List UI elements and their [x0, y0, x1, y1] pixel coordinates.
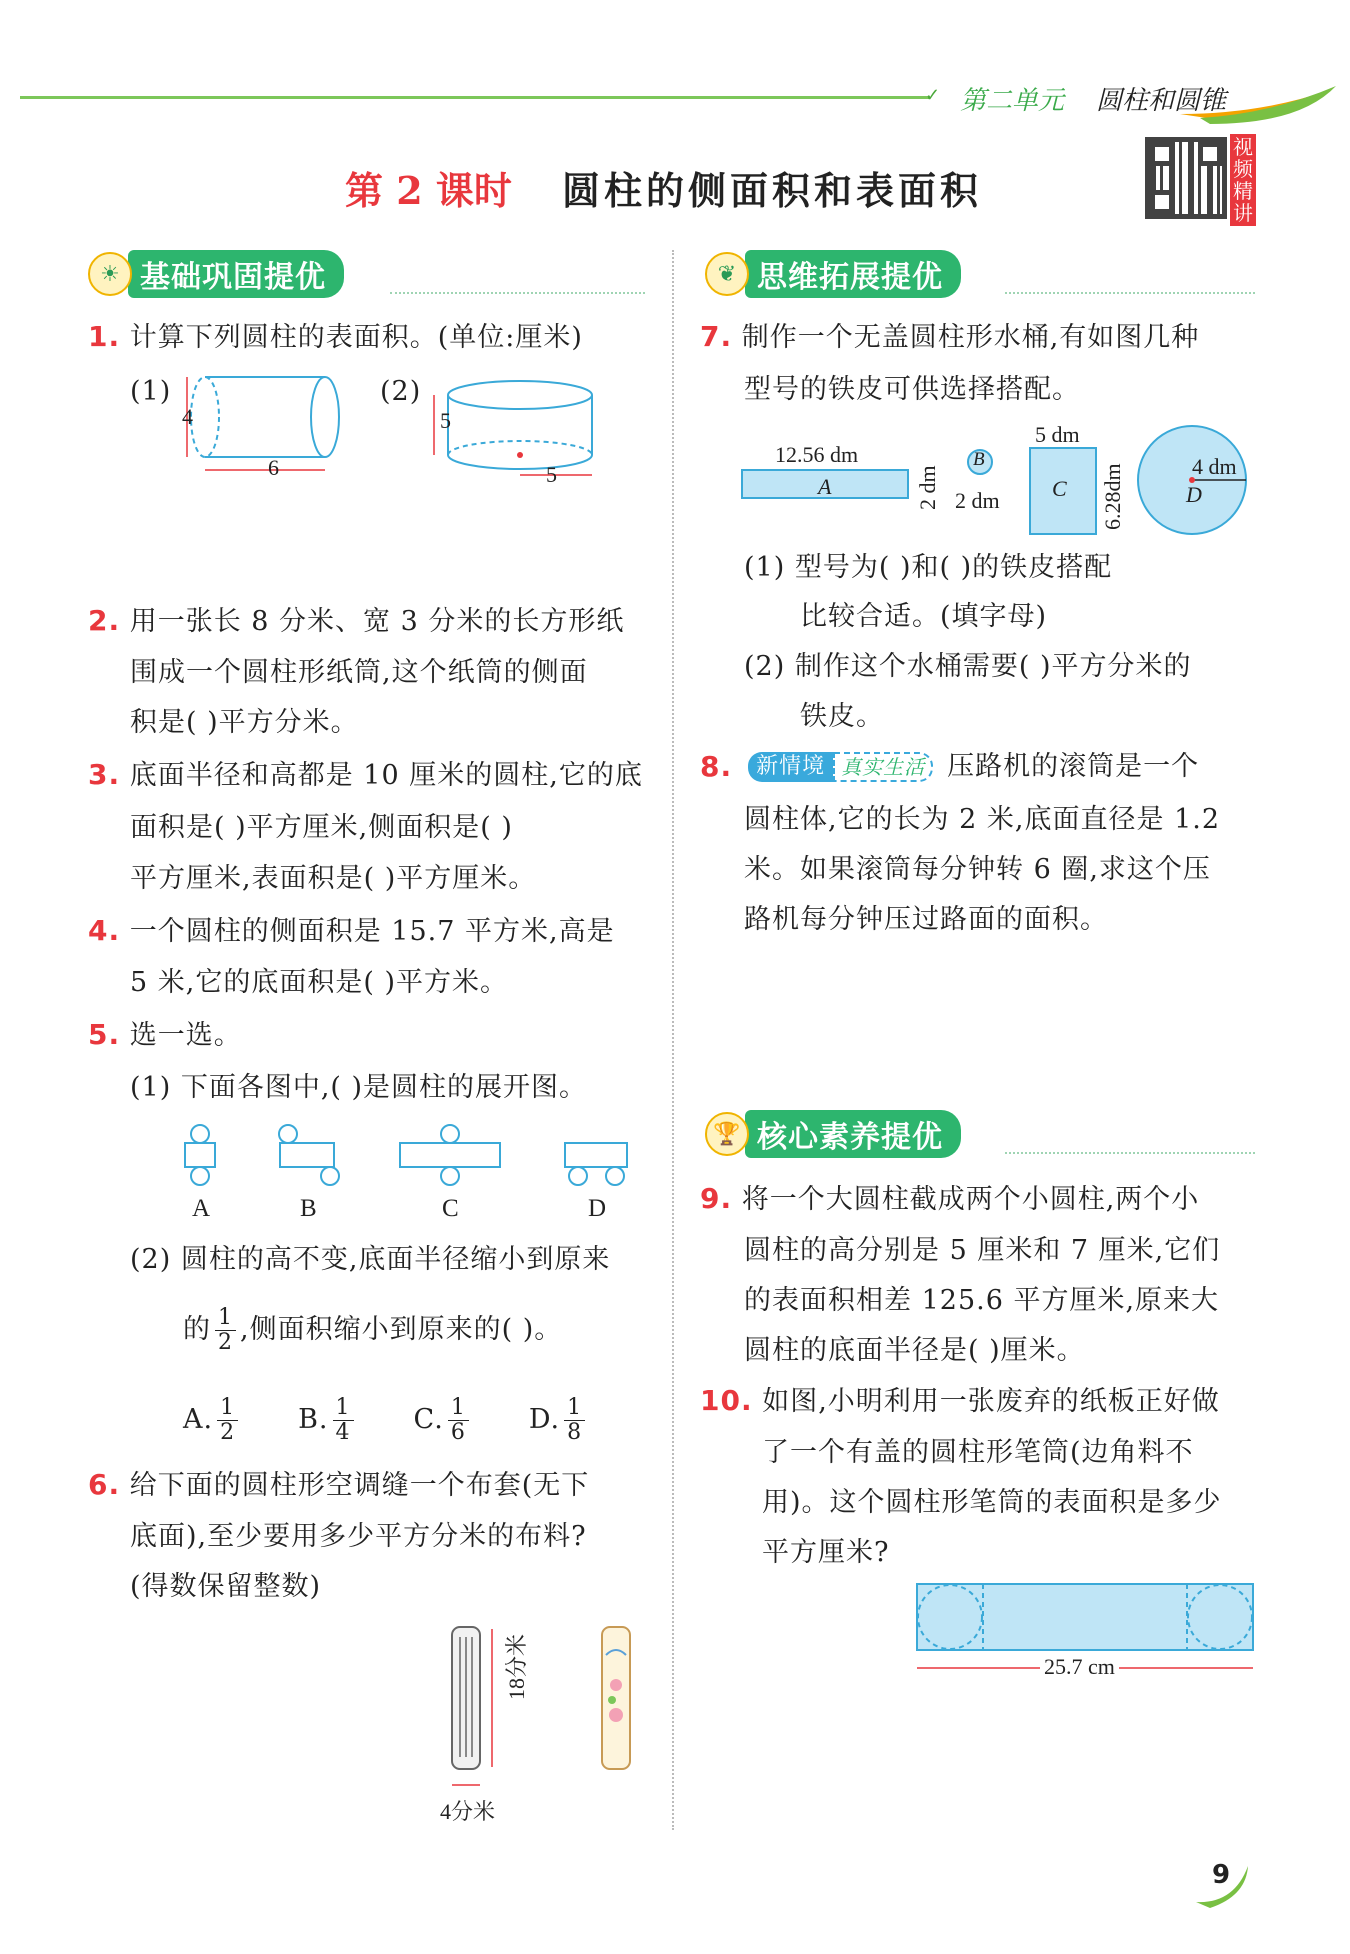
- q1-part1-label: (1): [130, 376, 172, 407]
- q10-line3: 用)。这个圆柱形笔筒的表面积是多少: [762, 1487, 1222, 1518]
- section-rule: [390, 292, 645, 294]
- q5-choices: [183, 1395, 589, 1445]
- sheet-c-width: 5 dm: [1035, 422, 1080, 447]
- header-swoosh: [1180, 84, 1340, 124]
- section-basic: ☀ 基础巩固提优: [88, 250, 344, 298]
- page-number-swoosh: [1190, 1860, 1260, 1910]
- q7: 7. 制作一个无盖圆柱形水桶,有如图几种: [700, 320, 1200, 353]
- q3-line3: 平方厘米,表面积是( )平方厘米。: [130, 863, 537, 894]
- q9: 9. 将一个大圆柱截成两个小圆柱,两个小: [700, 1182, 1200, 1215]
- column-divider: [672, 250, 674, 1830]
- q8-line3: 米。如果滚筒每分钟转 6 圈,求这个压: [744, 854, 1211, 885]
- section-core: 🏆 核心素养提优: [705, 1110, 961, 1158]
- q1: 1. 计算下列圆柱的表面积。(单位:厘米): [88, 320, 583, 353]
- q5-sub2: (2) 圆柱的高不变,底面半径缩小到原来: [130, 1244, 611, 1275]
- q5-nets-figure: [170, 1122, 650, 1192]
- section-rule: [1005, 1152, 1255, 1154]
- q1-c2-height: 5: [440, 408, 451, 433]
- unit-title: 圆柱和圆锥: [1096, 86, 1227, 116]
- header-rule: [20, 96, 930, 99]
- fraction-half: $\frac{1}{2}$: [215, 1306, 236, 1355]
- q2-line3: 积是( )平方分米。: [130, 707, 359, 738]
- sun-icon: ☀: [88, 252, 132, 296]
- lesson-number: 第 2 课时: [345, 168, 512, 213]
- choice-c[interactable]: C. $\frac{1}{6}$: [414, 1395, 473, 1445]
- q3: 3. 底面半径和高都是 10 厘米的圆柱,它的底: [88, 758, 643, 791]
- sheet-b-diameter: 2 dm: [955, 488, 1000, 513]
- q8: 8. 新情境 真实生活 压路机的滚筒是一个: [700, 750, 1200, 783]
- q1-c2-radius: 5: [546, 462, 557, 487]
- q5-sub2-line2: 的 $\frac{1}{2}$ ,侧面积缩小到原来的( )。: [183, 1304, 563, 1355]
- q7-sub1: (1) 型号为( )和( )的铁皮搭配: [744, 552, 1113, 583]
- q9-line2: 圆柱的高分别是 5 厘米和 7 厘米,它们: [744, 1235, 1221, 1266]
- trophy-icon: 🏆: [705, 1112, 749, 1156]
- q5-option-c[interactable]: C: [442, 1195, 459, 1222]
- choice-a[interactable]: A. $\frac{1}{2}$: [183, 1395, 242, 1445]
- q7-sub2: (2) 制作这个水桶需要( )平方分米的: [744, 651, 1192, 682]
- sheet-c-height: 6.28dm: [1100, 463, 1125, 530]
- tag-new-context: 新情境: [748, 752, 833, 782]
- sheet-d-radius: 4 dm: [1192, 454, 1237, 479]
- q7-line2: 型号的铁皮可供选择搭配。: [744, 374, 1080, 405]
- q8-line4: 路机每分钟压过路面的面积。: [744, 904, 1108, 935]
- page-title: 圆柱的侧面积和表面积: [562, 168, 983, 213]
- sheet-a-length: 12.56 dm: [775, 442, 859, 467]
- board-length: 25.7 cm: [1040, 1654, 1119, 1680]
- q10-line4: 平方厘米?: [762, 1537, 890, 1568]
- q4: 4. 一个圆柱的侧面积是 15.7 平方米,高是: [88, 914, 615, 947]
- q5-sub1: (1) 下面各图中,( )是圆柱的展开图。: [130, 1072, 588, 1103]
- q1-cylinder1-figure: [175, 365, 355, 485]
- q9-line4: 圆柱的底面半径是( )厘米。: [744, 1335, 1085, 1366]
- q7-sub1-line2: 比较合适。(填字母): [800, 601, 1048, 632]
- q10-line2: 了一个有盖的圆柱形笔筒(边角料不: [762, 1437, 1194, 1468]
- sheet-a-width: 2 dm: [915, 465, 940, 510]
- q6-line3: (得数保留整数): [130, 1571, 322, 1602]
- sheet-c-label: C: [1052, 476, 1067, 501]
- q3-line2: 面积是( )平方厘米,侧面积是( ): [130, 812, 513, 843]
- q9-line3: 的表面积相差 125.6 平方厘米,原来大: [744, 1285, 1220, 1316]
- q2: 2. 用一张长 8 分米、宽 3 分米的长方形纸: [88, 604, 625, 637]
- section-extend: ❦ 思维拓展提优: [705, 250, 961, 298]
- q6: 6. 给下面的圆柱形空调缝一个布套(无下: [88, 1468, 590, 1501]
- q1-c1-height: 4: [182, 404, 193, 429]
- tag-real-life: 真实生活: [833, 752, 933, 782]
- choice-d[interactable]: D. $\frac{1}{8}$: [529, 1395, 589, 1445]
- q5-option-a[interactable]: A: [192, 1195, 211, 1222]
- sprout-icon: ❦: [705, 252, 749, 296]
- qr-code[interactable]: [1145, 137, 1227, 219]
- q10: 10. 如图,小明利用一张废弃的纸板正好做: [700, 1384, 1220, 1417]
- q1-c1-length: 6: [268, 455, 279, 480]
- q4-line2: 5 米,它的底面积是( )平方米。: [130, 967, 508, 998]
- q2-line2: 围成一个圆柱形纸筒,这个纸筒的侧面: [130, 657, 588, 688]
- q5-option-b[interactable]: B: [300, 1195, 317, 1222]
- choice-b[interactable]: B. $\frac{1}{4}$: [298, 1395, 357, 1445]
- qr-label: 视频精讲: [1230, 134, 1256, 226]
- leaf-icon: ✓: [925, 85, 941, 106]
- q5: 5. 选一选。: [88, 1018, 242, 1051]
- sheet-d-label: D: [1186, 482, 1202, 507]
- q1-part2-label: (2): [380, 376, 422, 407]
- page-number: 9: [1212, 1860, 1231, 1890]
- q6-line2: 底面),至少要用多少平方分米的布料?: [130, 1521, 587, 1552]
- q5-option-d[interactable]: D: [588, 1195, 607, 1222]
- sheet-b-label: B: [973, 449, 985, 470]
- aircon-height: 18分米: [504, 1633, 529, 1700]
- aircon-width: 4分米: [440, 1799, 496, 1824]
- section-rule: [1005, 292, 1255, 294]
- sheet-a-label: A: [818, 474, 832, 499]
- q7-sub2-line2: 铁皮。: [800, 701, 884, 732]
- unit-label: 第二单元: [960, 86, 1065, 116]
- aircon-figure: [440, 1625, 650, 1795]
- q8-line2: 圆柱体,它的长为 2 米,底面直径是 1.2: [744, 804, 1221, 835]
